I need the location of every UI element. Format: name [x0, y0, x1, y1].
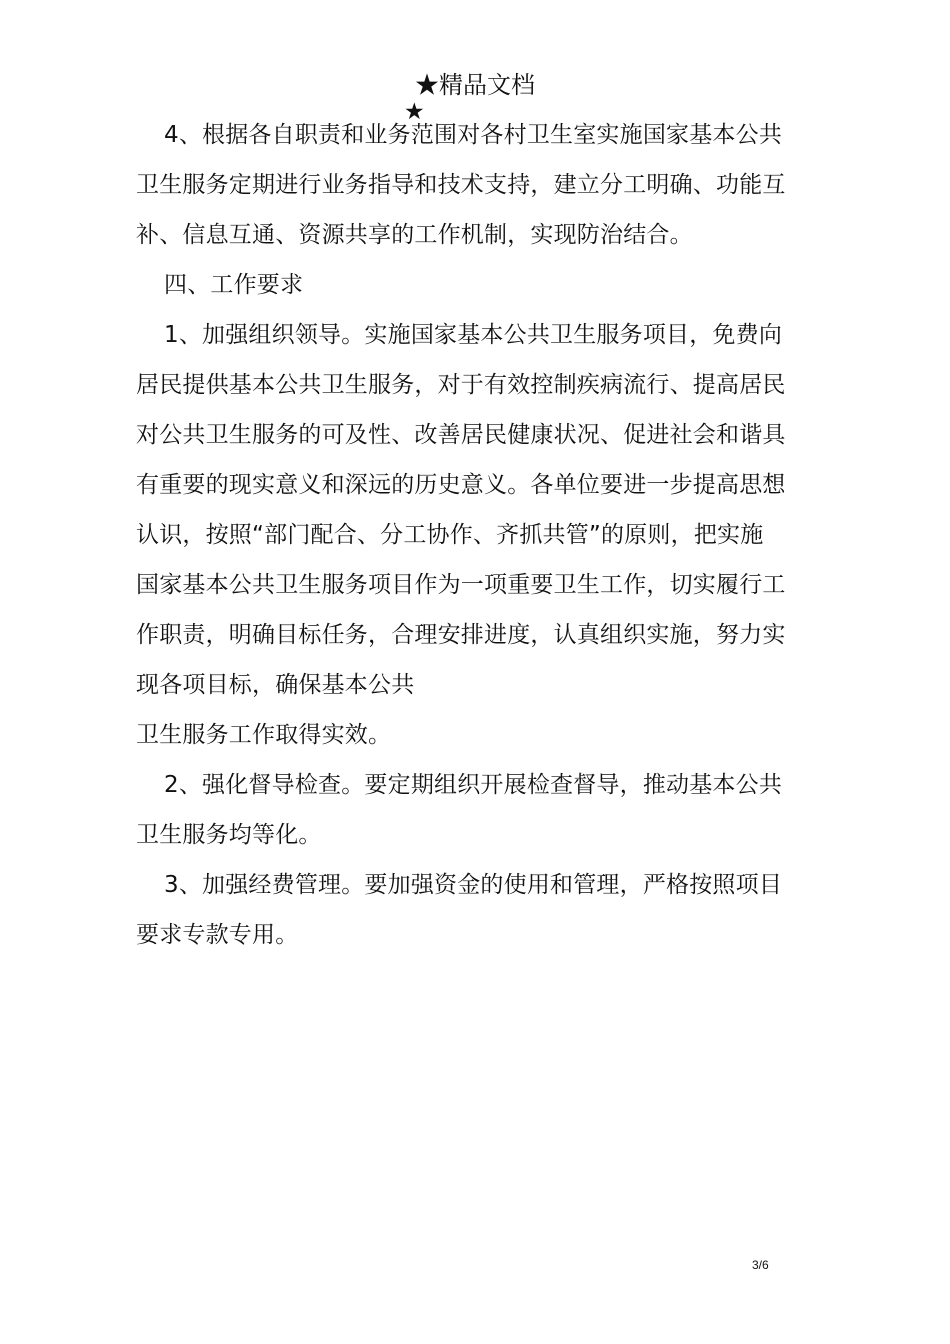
paragraph-line: 3、加强经费管理。要加强资金的使用和管理，严格按照项目 [164, 872, 783, 898]
page-number: 3/6 [752, 1258, 769, 1272]
paragraph-line: 居民提供基本公共卫生服务，对于有效控制疾病流行、提高居民 [136, 372, 786, 398]
paragraph-line: 国家基本公共卫生服务项目作为一项重要卫生工作，切实履行工 [136, 572, 786, 598]
header-star-icon: ★ [404, 99, 425, 125]
paragraph-line: 作职责，明确目标任务，合理安排进度，认真组织实施，努力实 [136, 622, 786, 648]
page-header-title: ★精品文档 [415, 71, 535, 99]
paragraph-line: 补、信息互通、资源共享的工作机制，实现防治结合。 [136, 222, 693, 248]
paragraph-line: 4、根据各自职责和业务范围对各村卫生室实施国家基本公共 [164, 122, 783, 148]
paragraph-line: 2、强化督导检查。要定期组织开展检查督导，推动基本公共 [164, 772, 783, 798]
paragraph-line: 卫生服务工作取得实效。 [136, 722, 392, 748]
paragraph-line: 要求专款专用。 [136, 922, 299, 948]
paragraph-line: 卫生服务定期进行业务指导和技术支持，建立分工明确、功能互 [136, 172, 786, 198]
paragraph-line: 1、加强组织领导。实施国家基本公共卫生服务项目，免费向 [164, 322, 783, 348]
paragraph-line: 卫生服务均等化。 [136, 822, 322, 848]
paragraph-line: 有重要的现实意义和深远的历史意义。各单位要进一步提高思想 [136, 472, 786, 498]
document-body [136, 110, 826, 960]
section-heading: 四、工作要求 [164, 272, 304, 298]
paragraph-line: 认识，按照“部门配合、分工协作、齐抓共管”的原则，把实施 [136, 522, 764, 548]
paragraph-line: 现各项目标，确保基本公共 [136, 672, 415, 698]
paragraph-line: 对公共卫生服务的可及性、改善居民健康状况、促进社会和谐具 [136, 422, 786, 448]
